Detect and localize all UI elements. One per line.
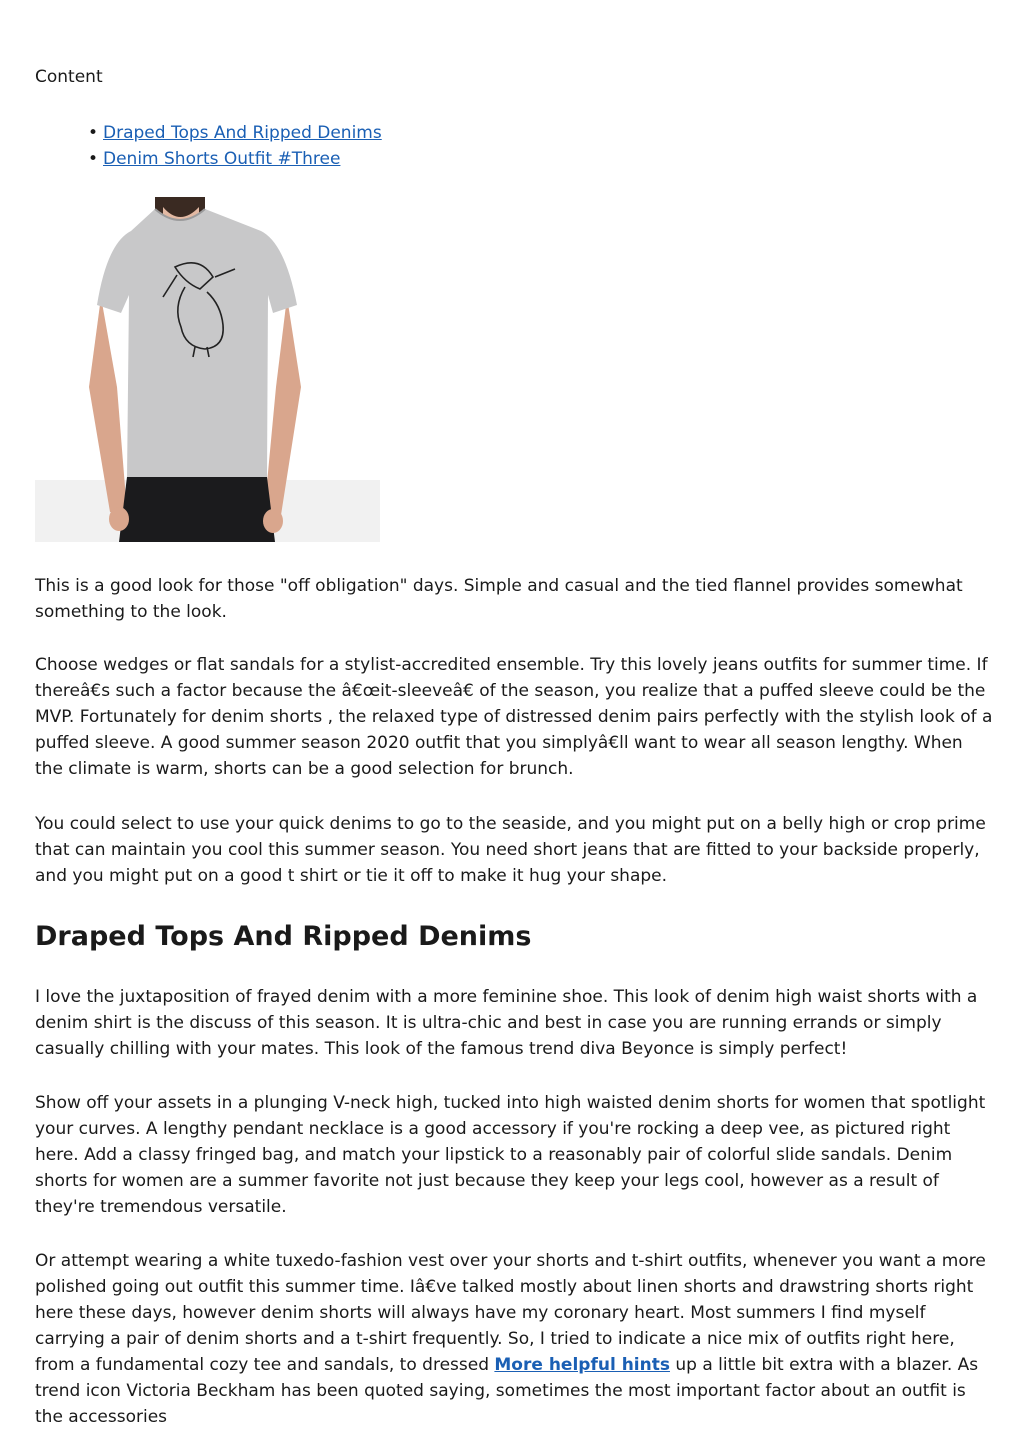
tshirt-illustration	[35, 197, 380, 542]
toc-link-draped-tops[interactable]: Draped Tops And Ripped Denims	[103, 123, 382, 143]
paragraph-text: up a little bit extra with a blazer. As trend icon Victoria Beckham has been quoted saying, sometimes the most important factor about an outfit is the accessories	[35, 1355, 979, 1427]
section-heading: Draped Tops And Ripped Denims	[35, 921, 532, 952]
toc-item	[103, 120, 382, 146]
paragraph-text: Or attempt wearing a white tuxedo-fashion vest over your shorts and t-shirt outfits, whenever you want a more polished going out outfit this summer time. Iâ€ve talked mostly about linen shorts and drawstring shorts right here these days, however denim shorts will always have my coronary heart. Most summers I find myself carrying a pair of denim shorts and a t-shirt frequently. So, I tried to indicate a nice mix of outfits right here, from a fundamental cozy tee and sandals, to dressed	[35, 1251, 986, 1375]
paragraph: Choose wedges or flat sandals for a stylist-accredited ensemble. Try this lovely jeans outfits for summer time. If thereâ€s such a factor because the â€œit-sleeveâ€ of the season, you realize that a puffed sleeve could be the MVP. Fortunately for denim shorts , the relaxed type of distressed denim pairs perfectly with the stylish look of a puffed sleeve. A good summer season 2020 outfit that you simplyâ€ll want to wear all season lengthy. When the climate is warm, shorts can be a good selection for brunch.	[35, 655, 993, 779]
toc-item	[103, 146, 382, 172]
toc-title: Content	[35, 67, 103, 87]
paragraph: I love the juxtaposition of frayed denim with a more feminine shoe. This look of denim high waist shorts with a denim shirt is the discuss of this season. It is ultra-chic and best in case you are running errands or simply casually chilling with your mates. This look of the famous trend diva Beyonce is simply perfect!	[35, 987, 978, 1059]
paragraph: Show off your assets in a plunging V-neck high, tucked into high waisted denim shorts for women that spotlight your curves. A lengthy pendant necklace is a good accessory if you're rocking a deep vee, as pictured right here. Add a classy fringed bag, and match your lipstick to a reasonably pair of colorful slide sandals. Denim shorts for women are a summer favorite not just because they keep your legs cool, however as a result of they're tremendous versatile.	[35, 1093, 986, 1217]
paragraph	[35, 1248, 995, 1430]
paragraph: You could select to use your quick denims to go to the seaside, and you might put on a belly high or crop prime that can maintain you cool this summer season. You need short jeans that are fitted to your backside properly, and you might put on a good t shirt or tie it off to make it hug your shape.	[35, 814, 986, 886]
more-helpful-hints-link[interactable]: More helpful hints	[494, 1355, 670, 1375]
table-of-contents	[103, 120, 382, 172]
toc-link-denim-shorts-outfit[interactable]: Denim Shorts Outfit #Three	[103, 149, 341, 169]
paragraph: This is a good look for those "off obligation" days. Simple and casual and the tied flannel provides somewhat something to the look.	[35, 576, 963, 622]
tshirt-model-image	[35, 197, 380, 542]
